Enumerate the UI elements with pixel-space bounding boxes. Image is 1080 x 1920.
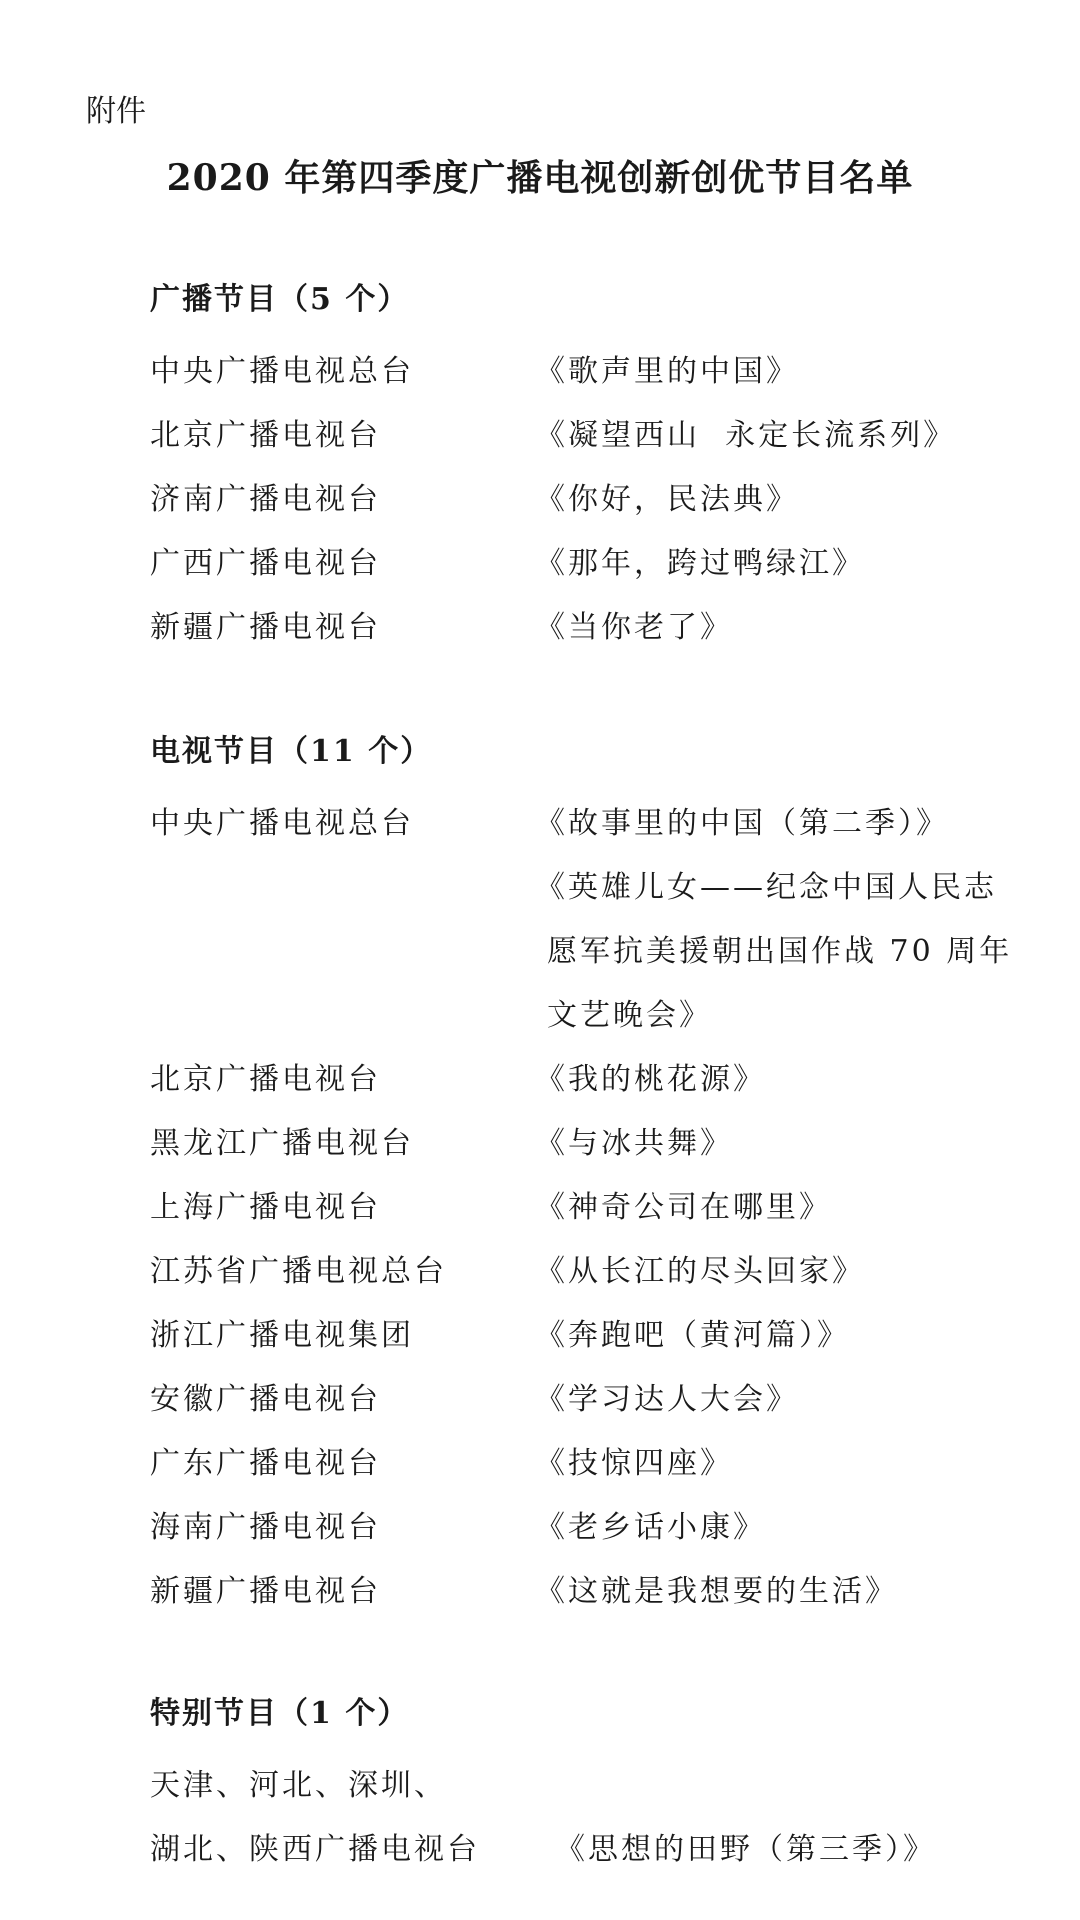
station-name: 北京广播电视台 — [150, 1062, 381, 1097]
program-title: 《这就是我想要的生活》 — [535, 1574, 898, 1609]
program-title-line: 愿军抗美援朝出国作战 70 周年 — [547, 934, 1013, 969]
section-heading: 广播节目（5 个） — [150, 282, 410, 317]
station-name: 广西广播电视台 — [150, 546, 381, 581]
program-title: 《你好，民法典》 — [535, 482, 799, 517]
station-name: 中央广播电视总台 — [150, 806, 414, 841]
program-title — [555, 1754, 1030, 1818]
program-title: 《学习达人大会》 — [535, 1382, 799, 1417]
document-title: 2020 年第四季度广播电视创新创优节目名单 — [166, 157, 914, 199]
program-title: 《当你老了》 — [535, 610, 733, 645]
station-name: 安徽广播电视台 — [150, 1382, 381, 1417]
station-name: 新疆广播电视台 — [150, 610, 381, 645]
program-row — [150, 1240, 1030, 1304]
station-name: 天津、河北、深圳、 — [150, 1768, 447, 1803]
program-row — [150, 792, 1030, 856]
program-title: 《技惊四座》 — [535, 1446, 733, 1481]
station-name: 黑龙江广播电视台 — [150, 1126, 414, 1161]
program-row — [150, 1176, 1030, 1240]
program-row — [150, 532, 1030, 596]
program-row — [150, 1432, 1030, 1496]
program-title-multiline — [535, 856, 1030, 1048]
program-title: 《奔跑吧（黄河篇）》 — [535, 1318, 850, 1353]
program-title: 《神奇公司在哪里》 — [535, 1190, 832, 1225]
program-row — [150, 468, 1030, 532]
station-name: 广东广播电视台 — [150, 1446, 381, 1481]
program-row — [150, 1368, 1030, 1432]
program-row — [150, 1112, 1030, 1176]
program-row — [150, 596, 1030, 660]
station-name: 浙江广播电视集团 — [150, 1318, 414, 1353]
station-name: 中央广播电视总台 — [150, 354, 414, 389]
special-programs-section — [150, 1690, 1030, 1882]
tv-programs-section — [150, 728, 1030, 1624]
station-name: 湖北、陕西广播电视台 — [150, 1832, 480, 1867]
program-row — [150, 1818, 1030, 1882]
program-row — [150, 1304, 1030, 1368]
program-title-line: 《英雄儿女——纪念中国人民志 — [535, 870, 997, 905]
station-name: 海南广播电视台 — [150, 1510, 381, 1545]
radio-programs-section — [150, 276, 1030, 660]
station-name: 北京广播电视台 — [150, 418, 381, 453]
station-name: 江苏省广播电视总台 — [150, 1254, 447, 1289]
program-row — [150, 1560, 1030, 1624]
program-row — [150, 340, 1030, 404]
program-title: 《那年，跨过鸭绿江》 — [535, 546, 865, 581]
program-title: 《老乡话小康》 — [535, 1510, 766, 1545]
section-heading: 特别节目（1 个） — [150, 1696, 410, 1731]
program-title: 《歌声里的中国》 — [535, 354, 799, 389]
program-title: 《我的桃花源》 — [535, 1062, 766, 1097]
program-title: 《从长江的尽头回家》 — [535, 1254, 865, 1289]
program-title-line: 文艺晚会》 — [547, 998, 712, 1033]
station-name: 济南广播电视台 — [150, 482, 381, 517]
program-row — [150, 1496, 1030, 1560]
station-name: 上海广播电视台 — [150, 1190, 381, 1225]
attachment-label: 附件 — [86, 94, 146, 129]
program-row — [150, 856, 1030, 1048]
section-heading: 电视节目（11 个） — [150, 734, 433, 769]
program-title: 《思想的田野（第三季）》 — [555, 1832, 936, 1867]
program-title: 《凝望西山 永定长流系列》 — [535, 418, 957, 453]
program-row — [150, 404, 1030, 468]
program-row — [150, 1048, 1030, 1112]
program-title: 《与冰共舞》 — [535, 1126, 733, 1161]
station-name — [150, 856, 535, 1048]
program-title: 《故事里的中国（第二季）》 — [535, 806, 949, 841]
program-row — [150, 1754, 1030, 1818]
station-name: 新疆广播电视台 — [150, 1574, 381, 1609]
